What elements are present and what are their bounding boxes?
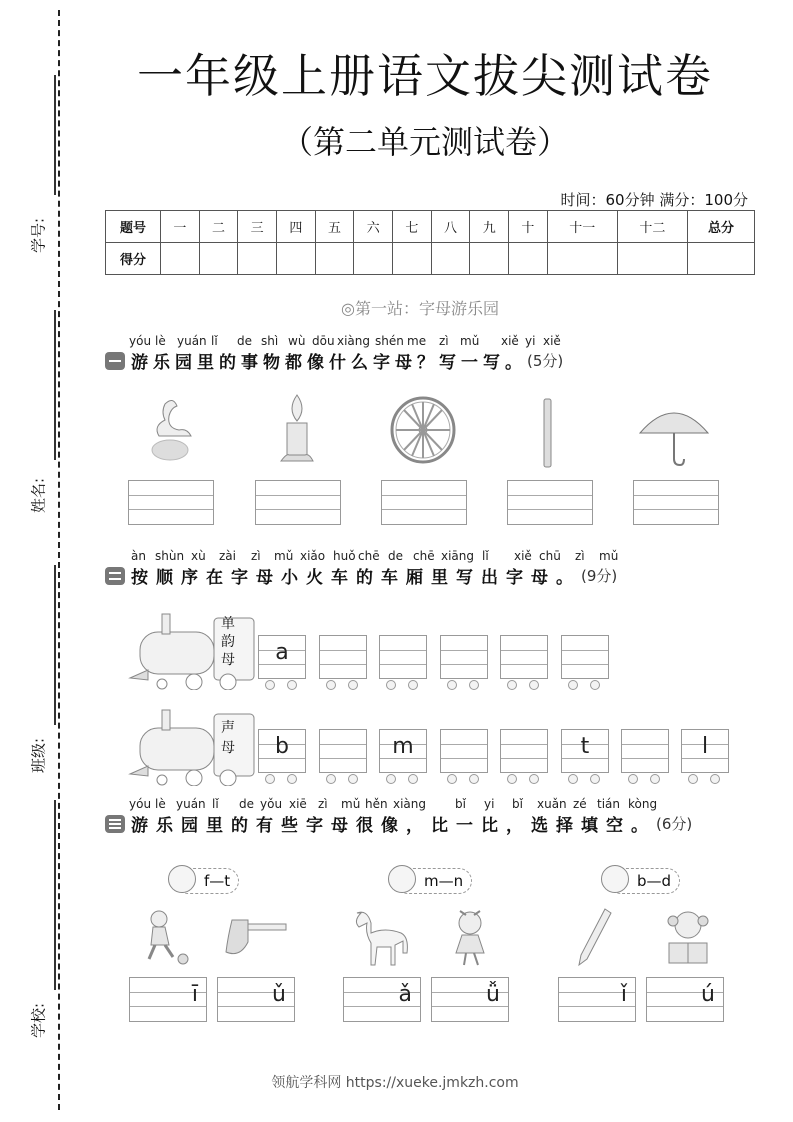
wheel-icon	[388, 395, 458, 465]
pinyin: de	[388, 549, 403, 563]
pinyin: de	[239, 797, 254, 811]
pinyin: xiě	[514, 549, 532, 563]
class-field[interactable]	[18, 565, 58, 775]
train1-car-4[interactable]	[440, 635, 488, 679]
question-1-text-line	[105, 348, 563, 373]
train1-car-2[interactable]	[319, 635, 367, 679]
wheel-icon	[529, 680, 539, 690]
pinyin: lǐ	[211, 334, 218, 348]
score-cell[interactable]	[547, 243, 617, 275]
student-id-field[interactable]	[18, 75, 58, 275]
pinyin: zì	[318, 797, 328, 811]
wheel-icon	[568, 680, 578, 690]
score-cell[interactable]	[617, 243, 687, 275]
wheel-icon	[688, 774, 698, 784]
question-2	[105, 549, 617, 588]
score-cell[interactable]	[354, 243, 393, 275]
engine-label: 声 母	[221, 720, 235, 756]
pinyin: yuán	[176, 797, 206, 811]
q1-answer-box-2[interactable]	[255, 480, 341, 525]
pinyin: àn	[131, 549, 146, 563]
pinyin: zài	[219, 549, 236, 563]
wheel-icon	[469, 774, 479, 784]
pinyin: zì	[575, 549, 585, 563]
train2-car-8[interactable]	[681, 729, 729, 773]
pinyin: mǔ	[599, 549, 619, 563]
lightbulb-icon	[601, 865, 629, 893]
q1-answer-box-3[interactable]	[381, 480, 467, 525]
col-2: 二	[199, 211, 238, 243]
pinyin: yuán	[177, 334, 207, 348]
pinyin: dōu	[312, 334, 335, 348]
car-letter: l	[701, 734, 709, 759]
question-number-1-icon	[105, 352, 125, 370]
wheel-icon	[348, 680, 358, 690]
wheel-icon	[590, 774, 600, 784]
score-cell[interactable]	[277, 243, 316, 275]
train2-car-2[interactable]	[319, 729, 367, 773]
name-label: 姓名:	[29, 477, 48, 514]
question-1	[105, 334, 563, 373]
question-1-text: 游乐园里的事物都像什么字母？写一写。	[131, 353, 527, 373]
wheel-icon	[326, 774, 336, 784]
swan-icon	[140, 392, 200, 466]
exam-meta: 时间：60分钟 满分：100分	[560, 191, 748, 209]
car-letter: b	[275, 734, 289, 759]
wheel-icon	[287, 774, 297, 784]
answer-tone: ǔ	[272, 982, 286, 1007]
car-letter: a	[275, 640, 289, 665]
pinyin: me	[407, 334, 427, 348]
pinyin: xiǎo	[300, 549, 326, 563]
train2-car-5[interactable]	[500, 729, 548, 773]
letter-pair: b—d	[637, 872, 672, 890]
letter-pair-bubble	[395, 868, 472, 894]
pinyin: kòng	[628, 797, 658, 811]
car-letter: m	[392, 734, 414, 759]
pinyin: yi	[525, 334, 536, 348]
q1-answer-box-5[interactable]	[633, 480, 719, 525]
wheel-icon	[408, 774, 418, 784]
q3-answer-box-2[interactable]	[217, 977, 295, 1022]
score-cell-total[interactable]	[688, 243, 755, 275]
wheel-icon	[507, 774, 517, 784]
train2-car-4[interactable]	[440, 729, 488, 773]
col-total: 总分	[688, 211, 755, 243]
wheel-icon	[386, 774, 396, 784]
wheel-icon	[568, 774, 578, 784]
pinyin: yǒu	[260, 797, 283, 811]
score-table-score-row	[106, 243, 755, 275]
page-title: 一年级上册语文拔尖测试卷	[137, 49, 713, 103]
pinyin: shì	[261, 334, 279, 348]
question-2-text-line	[105, 563, 617, 588]
answer-tone: ī	[191, 982, 198, 1007]
footer-watermark: 领航学科网 https://xueke.jmkzh.com	[271, 1075, 519, 1091]
wheel-icon	[265, 680, 275, 690]
wheel-icon	[650, 774, 660, 784]
horse-icon	[348, 906, 412, 968]
pinyin: yóu	[129, 334, 152, 348]
wheel-icon	[507, 680, 517, 690]
pinyin: tián	[597, 797, 620, 811]
pinyin: xiě	[543, 334, 561, 348]
station-heading: ◎第一站：字母游乐园	[341, 299, 499, 318]
pinyin: xuǎn	[537, 797, 567, 811]
pencil-icon	[575, 906, 615, 968]
question-2-points: (9分)	[581, 567, 618, 585]
question-1-points: (5分)	[527, 352, 564, 370]
question-3-pinyin	[105, 797, 692, 811]
pinyin: xiàng	[337, 334, 371, 348]
lightbulb-icon	[168, 865, 196, 893]
question-3-points: (6分)	[656, 815, 693, 833]
col-8: 八	[431, 211, 470, 243]
question-number-3-icon	[105, 815, 125, 833]
wheel-icon	[529, 774, 539, 784]
lightbulb-icon	[388, 865, 416, 893]
question-number-2-icon	[105, 567, 125, 585]
q1-answer-box-4[interactable]	[507, 480, 593, 525]
score-cell[interactable]	[238, 243, 277, 275]
pinyin: xiě	[501, 334, 519, 348]
q3-answer-box-5[interactable]	[558, 977, 636, 1022]
pinyin: yi	[484, 797, 495, 811]
kicking-ball-boy-icon	[135, 908, 195, 966]
girl-icon	[445, 906, 495, 968]
pinyin: lǐ	[482, 549, 489, 563]
stick-icon	[538, 398, 558, 468]
axe-icon	[220, 915, 290, 960]
pinyin: mǔ	[274, 549, 294, 563]
pinyin: bǐ	[455, 797, 466, 811]
class-line	[54, 565, 56, 725]
student-id-label: 学号:	[29, 217, 48, 254]
pinyin: chū	[539, 549, 561, 563]
candle-icon	[272, 392, 322, 466]
pinyin: mǔ	[460, 334, 480, 348]
letter-pair: f—t	[204, 872, 231, 890]
q3-answer-box-4[interactable]	[431, 977, 509, 1022]
answer-tone: ǎ	[398, 982, 412, 1007]
pinyin: lè	[155, 797, 166, 811]
train2-car-7[interactable]	[621, 729, 669, 773]
col-7: 七	[393, 211, 432, 243]
school-line	[54, 800, 56, 990]
col-1: 一	[161, 211, 200, 243]
pinyin: yóu	[129, 797, 152, 811]
answer-tone: ú	[701, 982, 715, 1007]
col-4: 四	[277, 211, 316, 243]
pinyin: bǐ	[512, 797, 523, 811]
score-cell[interactable]	[509, 243, 548, 275]
pinyin: wù	[288, 334, 306, 348]
school-field[interactable]	[18, 800, 58, 1040]
pinyin: zé	[573, 797, 587, 811]
wheel-icon	[287, 680, 297, 690]
wheel-icon	[628, 774, 638, 784]
train1-car-3[interactable]	[379, 635, 427, 679]
pinyin: huǒ	[333, 549, 356, 563]
score-cell[interactable]	[199, 243, 238, 275]
pinyin: chē	[413, 549, 435, 563]
row-label: 得分	[106, 243, 161, 275]
col-12: 十二	[617, 211, 687, 243]
locomotive-icon	[128, 704, 258, 786]
answer-tone: ǐ	[620, 982, 627, 1007]
question-3	[105, 797, 692, 836]
pinyin: hěn	[365, 797, 388, 811]
wheel-icon	[447, 680, 457, 690]
pinyin: xiē	[289, 797, 307, 811]
name-line	[54, 310, 56, 460]
wheel-icon	[710, 774, 720, 784]
train1-car-5[interactable]	[500, 635, 548, 679]
letter-pair-bubble	[608, 868, 680, 894]
pinyin: lǐ	[212, 797, 219, 811]
letter-pair: m—n	[424, 872, 464, 890]
question-1-pinyin	[105, 334, 563, 348]
question-2-pinyin	[105, 549, 617, 563]
col-9: 九	[470, 211, 509, 243]
pinyin: xù	[191, 549, 206, 563]
pinyin: chē	[358, 549, 380, 563]
train2-car-3[interactable]	[379, 729, 427, 773]
score-cell[interactable]	[470, 243, 509, 275]
q3-answer-box-6[interactable]	[646, 977, 724, 1022]
pinyin: lè	[155, 334, 166, 348]
question-3-text-line	[105, 811, 692, 836]
score-table-header-row	[106, 211, 755, 243]
school-label: 学校:	[29, 1002, 48, 1039]
pinyin: zì	[251, 549, 261, 563]
wheel-icon	[348, 774, 358, 784]
car-letter: t	[580, 734, 590, 759]
q3-answer-box-1[interactable]	[129, 977, 207, 1022]
score-cell[interactable]	[431, 243, 470, 275]
pinyin: mǔ	[341, 797, 361, 811]
row-label: 题号	[106, 211, 161, 243]
class-label: 班级:	[29, 737, 48, 774]
pinyin: xiàng	[393, 797, 427, 811]
pinyin: shùn	[155, 549, 185, 563]
train1-car-1[interactable]	[258, 635, 306, 679]
student-id-line	[54, 75, 56, 195]
binding-dash-line	[58, 10, 60, 1110]
wheel-icon	[469, 680, 479, 690]
col-11: 十一	[547, 211, 617, 243]
q3-answer-box-3[interactable]	[343, 977, 421, 1022]
score-table	[105, 210, 755, 275]
pinyin: zì	[439, 334, 449, 348]
col-10: 十	[509, 211, 548, 243]
score-cell[interactable]	[393, 243, 432, 275]
question-3-text: 游乐园里的有些字母很像，比一比，选择填空。	[131, 816, 656, 836]
q1-answer-box-1[interactable]	[128, 480, 214, 525]
train2-car-6[interactable]	[561, 729, 609, 773]
col-3: 三	[238, 211, 277, 243]
question-2-text: 按顺序在字母小火车的车厢里写出字母。	[131, 568, 581, 588]
train1-car-6[interactable]	[561, 635, 609, 679]
score-cell[interactable]	[161, 243, 200, 275]
page-subtitle: （第二单元测试卷）	[280, 123, 569, 161]
pinyin: shén	[375, 334, 404, 348]
pinyin: xiāng	[441, 549, 475, 563]
engine-label: 单 韵 母	[221, 616, 235, 668]
train2-car-1[interactable]	[258, 729, 306, 773]
locomotive-icon	[128, 608, 258, 690]
wheel-icon	[326, 680, 336, 690]
reading-girl-icon	[660, 906, 716, 966]
name-field[interactable]	[18, 310, 58, 530]
col-6: 六	[354, 211, 393, 243]
umbrella-icon	[636, 398, 712, 468]
wheel-icon	[408, 680, 418, 690]
answer-tone: ǚ	[486, 982, 500, 1007]
letter-pair-bubble	[175, 868, 239, 894]
score-cell[interactable]	[315, 243, 354, 275]
wheel-icon	[265, 774, 275, 784]
wheel-icon	[386, 680, 396, 690]
wheel-icon	[447, 774, 457, 784]
col-5: 五	[315, 211, 354, 243]
wheel-icon	[590, 680, 600, 690]
pinyin: de	[237, 334, 252, 348]
